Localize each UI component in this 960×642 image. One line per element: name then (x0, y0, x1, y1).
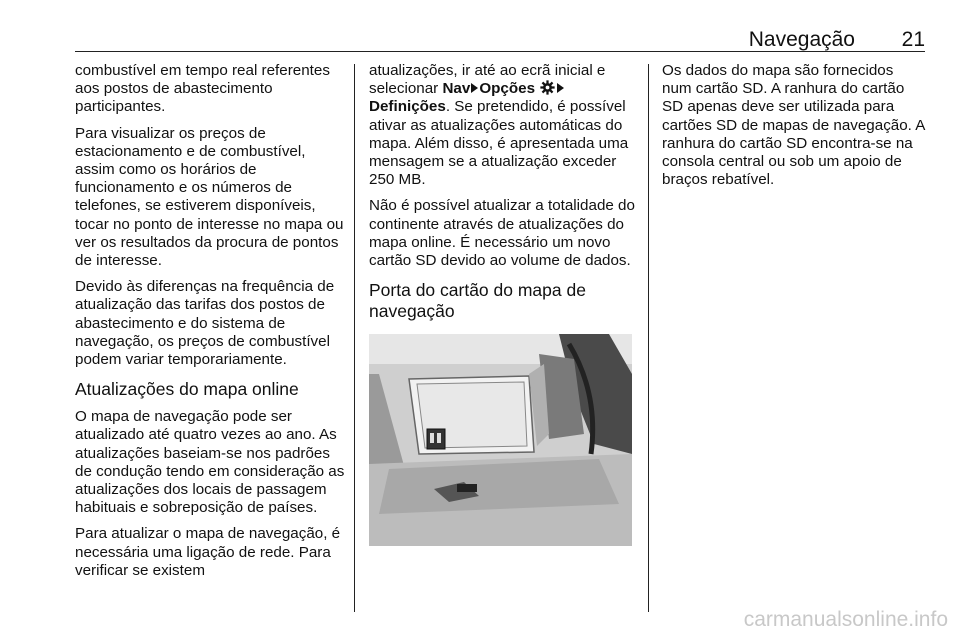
sd-card-slot-illustration (369, 334, 632, 546)
play-arrow-icon (556, 82, 565, 94)
text-run: . Se pretendido, é possível ativar as atualizações automáticas do mapa. Além disso, é apresentada uma mensagem se a atualização exceder 250 MB. (369, 98, 629, 189)
paragraph: Para visualizar os preços de estacionamento e de combustível, assim como os horários de funcionamento e os números de telefones, se estiverem disponíveis, tocar no ponto de interesse no mapa ou ver os resultados da procura de pontos de interesse. (75, 124, 344, 270)
column-1 (75, 62, 345, 588)
paragraph (369, 62, 639, 189)
page-number: 21 (901, 28, 925, 51)
column-divider-1 (354, 64, 355, 612)
console-drawing (369, 334, 632, 546)
paragraph: Para atualizar o mapa de navegação, é necessária uma ligação de rede. Para verificar se existem (75, 525, 341, 579)
paragraph: Devido às diferenças na frequência de atualização das tarifas dos postos de abastecimento e do sistema de navegação, os preços de combustível podem variar temporariamente. (75, 278, 335, 369)
paragraph: Não é possível atualizar a totalidade do continente através de atualizações do mapa online. É necessário um novo cartão SD devido ao volume de dados. (369, 197, 635, 270)
watermark: carmanualsonline.info (743, 608, 948, 631)
paragraph: combustível em tempo real referentes aos postos de abastecimento participantes. (75, 62, 330, 116)
header-rule (75, 51, 925, 52)
text-run: atualizações, ir até ao ecrã inicial e selecionar (369, 62, 606, 98)
menu-nav: Nav (442, 80, 471, 98)
page-header (75, 28, 925, 50)
section-title: Navegação (748, 28, 855, 51)
paragraph: O mapa de navegação pode ser atualizado até quatro vezes ao ano. As atualizações baseiam-se nos padrões de condução tendo em consideração as atualizações dos locais de passagem habituais e sobreposição de países. (75, 408, 345, 517)
section-heading: Atualizações do mapa online (75, 379, 299, 400)
column-divider-2 (648, 64, 649, 612)
gear-icon (539, 80, 556, 95)
section-heading: Porta do cartão do mapa de navegação (369, 280, 586, 322)
menu-options: Opções (479, 80, 536, 98)
menu-settings: Definições (369, 98, 446, 116)
play-arrow-icon (470, 82, 479, 94)
paragraph: Os dados do mapa são fornecidos num cartão SD. A ranhura do cartão SD apenas deve ser utilizada para cartões SD de mapas de navegação. A ranhura do cartão SD encontra-se na consola central ou sob um apoio de braços rebatível. (662, 62, 925, 189)
column-3 (662, 62, 927, 197)
column-2 (369, 62, 639, 546)
